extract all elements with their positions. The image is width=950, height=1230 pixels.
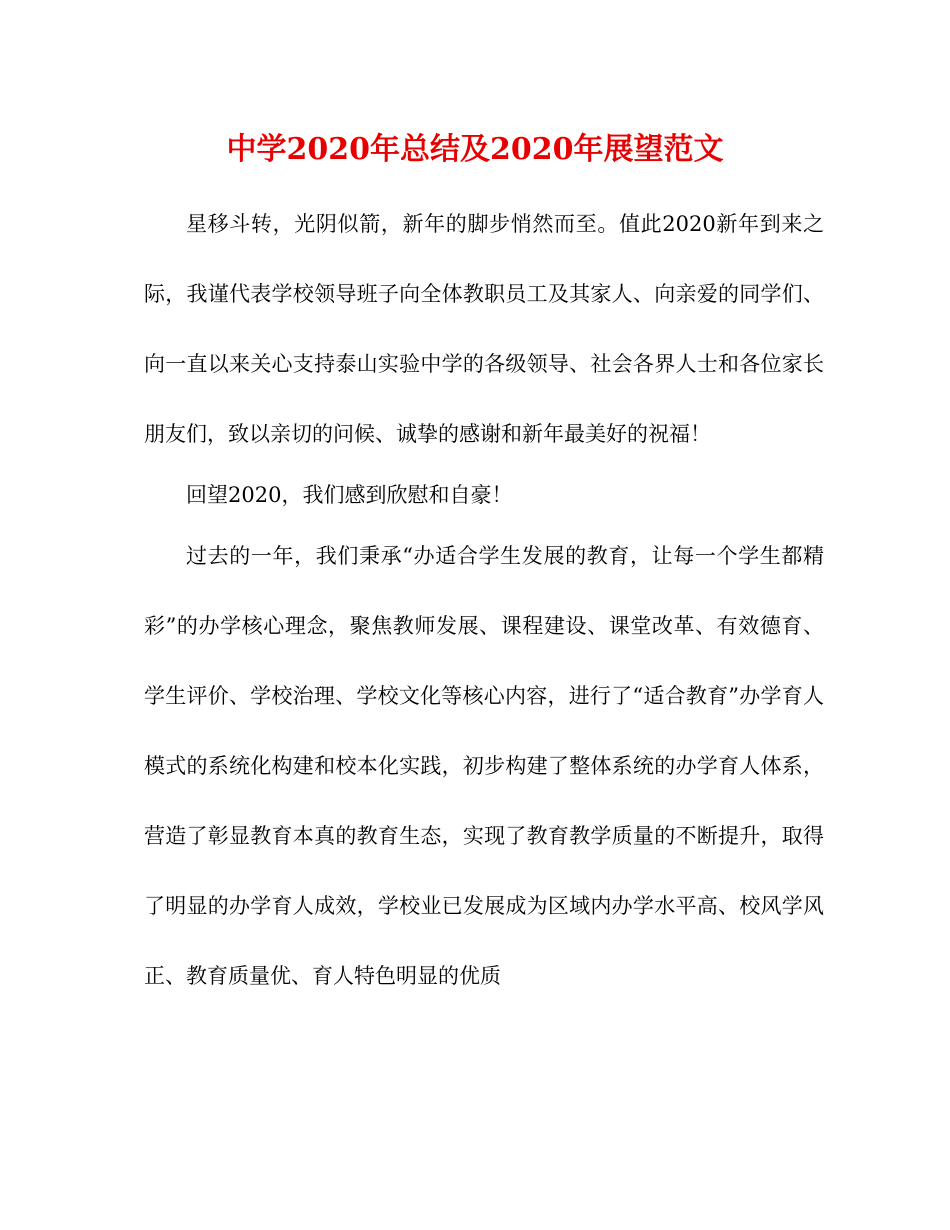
paragraph-past-year-summary: 过去的一年，我们秉承“办适合学生发展的教育，让每一个学生都精彩”的办学核心理念，聚焦教师发展、课程建设、课堂改革、有效德育、学生评价、学校治理、学校文化等核心内容，进行了“适合教育”办学育人模式的系统化构建和校本化实践，初步构建了整体系统的办学育人体系，营造了彰显教育本真的教育生态，实现了教育教学质量的不断提升，取得了明显的办学育人成效，学校业已发展成为区域内办学水平高、校风学风正、教育质量优、育人特色明显的优质 — [144, 544, 824, 988]
document-title: 中学2020年总结及2020年展望范文 — [226, 132, 724, 167]
paragraph-looking-back: 回望2020，我们感到欣慰和自豪！ — [186, 483, 513, 507]
document-body — [144, 189, 824, 1011]
paragraph-new-year-greeting: 星移斗转，光阴似箭，新年的脚步悄然而至。值此2020新年到来之际，我谨代表学校领导班子向全体教职员工及其家人、向亲爱的同学们、向一直以来关心支持泰山实验中学的各级领导、社会各界人士和各位家长朋友们，致以亲切的问候、诚挚的感谢和新年最美好的祝福！ — [144, 212, 824, 446]
